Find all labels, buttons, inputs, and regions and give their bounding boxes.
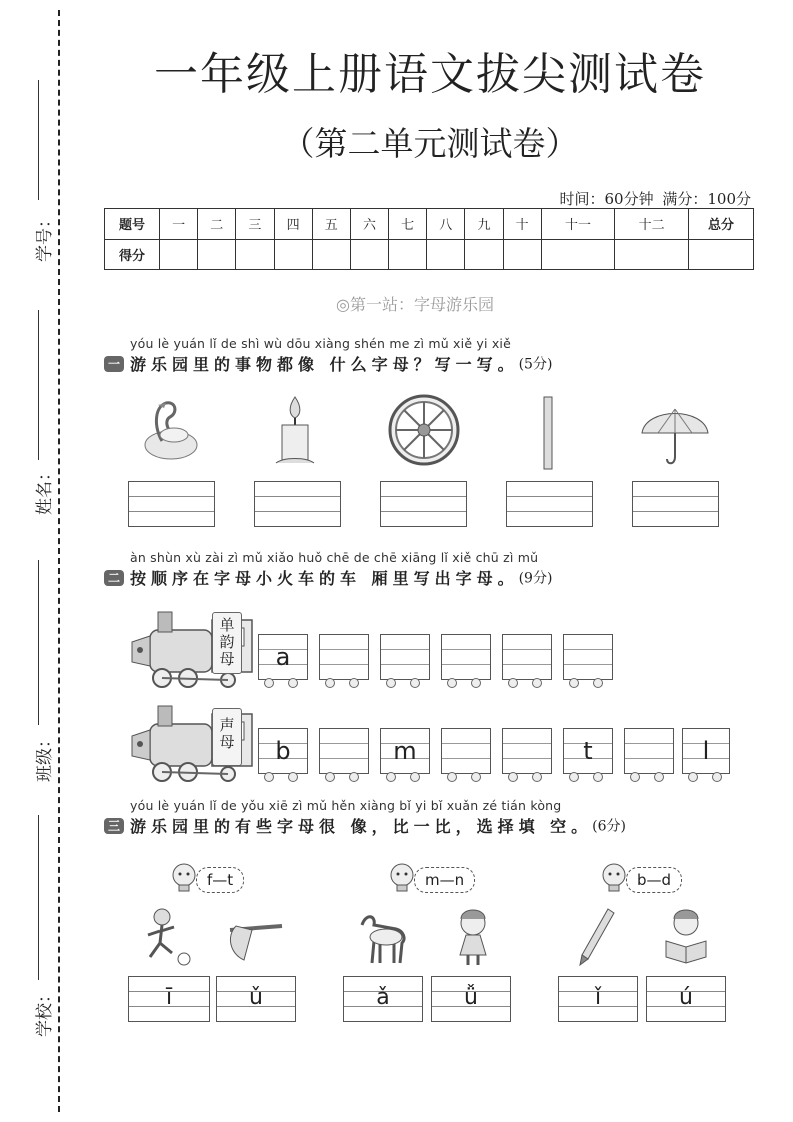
car-letter: t [583, 737, 593, 765]
candle-icon [270, 393, 320, 468]
col-11: 十一 [541, 209, 615, 240]
score-cell[interactable] [541, 239, 615, 270]
name-field[interactable] [10, 310, 55, 520]
sign-char: 单 [219, 616, 235, 634]
full-score: 满分：100分 [662, 190, 751, 208]
score-cell[interactable] [465, 239, 503, 270]
score-cell[interactable] [160, 239, 198, 270]
tone-mark: ī [165, 985, 173, 1010]
school-field[interactable] [10, 815, 55, 1045]
col-3: 三 [236, 209, 274, 240]
tone-mark: ǔ [249, 985, 263, 1010]
col-9: 九 [465, 209, 503, 240]
q2-pinyin: àn shùn xù zài zì mǔ xiǎo huǒ chē de chē xiāng lǐ xiě chū zì mǔ [130, 550, 539, 565]
school-label: 学校： [35, 986, 55, 1037]
car-letter: m [393, 737, 417, 765]
score-cell[interactable] [312, 239, 350, 270]
reading-girl-icon [656, 905, 718, 965]
answer-box[interactable] [558, 976, 638, 1022]
exam-info [555, 188, 751, 209]
answer-box[interactable] [632, 481, 719, 527]
hint-text: b—d [626, 867, 682, 893]
sign-initials [212, 708, 242, 766]
time-limit: 时间：60分钟 [559, 190, 654, 208]
col-2: 二 [198, 209, 236, 240]
q1-pinyin: yóu lè yuán lǐ de shì wù dōu xiàng shén me zì mǔ xiě yi xiě [130, 336, 511, 351]
hint-text: m—n [414, 867, 475, 893]
class-field[interactable] [10, 560, 55, 790]
q2-prompt [104, 566, 552, 589]
sign-char: 韵 [219, 633, 235, 651]
answer-box[interactable] [128, 976, 210, 1022]
q1-number: 一 [104, 356, 124, 372]
running-boy-icon [138, 905, 196, 967]
answer-box[interactable] [254, 481, 341, 527]
cut-line [58, 10, 60, 1112]
score-table-header-row [105, 209, 754, 240]
score-cell[interactable] [427, 239, 465, 270]
tone-mark: ǎ [376, 985, 390, 1010]
car-letter: b [275, 737, 291, 765]
answer-box[interactable] [128, 481, 215, 527]
answer-box[interactable] [216, 976, 296, 1022]
q3-text: 游乐园里的有些字母很 像，比一比，选择填 空。 [130, 817, 593, 836]
score-cell[interactable] [503, 239, 541, 270]
umbrella-icon [638, 393, 713, 468]
horse-icon [350, 905, 412, 967]
sign-vowels [212, 612, 242, 674]
axe-icon [222, 918, 284, 962]
swan-icon [140, 393, 202, 468]
tone-mark: ú [679, 985, 693, 1010]
page-title: 一年级上册语文拔尖测试卷 [154, 49, 706, 100]
row-label-score: 得分 [105, 239, 160, 270]
name-label: 姓名： [35, 464, 55, 515]
q3-number: 三 [104, 818, 124, 834]
page-subtitle: （第二单元测试卷） [281, 124, 579, 163]
q3-pinyin: yóu lè yuán lǐ de yǒu xiē zì mǔ hěn xiàng bǐ yi bǐ xuǎn zé tián kòng [130, 798, 562, 813]
col-10: 十 [503, 209, 541, 240]
score-cell[interactable] [615, 239, 689, 270]
answer-box[interactable] [431, 976, 511, 1022]
class-label: 班级： [35, 731, 55, 782]
section-heading: ◎第一站：字母游乐园 [336, 295, 494, 314]
tone-mark: ǚ [464, 985, 478, 1010]
row-label-question: 题号 [105, 209, 160, 240]
hint-text: f—t [196, 867, 244, 893]
score-cell[interactable] [389, 239, 427, 270]
score-cell[interactable] [198, 239, 236, 270]
col-12: 十二 [615, 209, 689, 240]
answer-box[interactable] [506, 481, 593, 527]
answer-box[interactable] [343, 976, 423, 1022]
col-5: 五 [312, 209, 350, 240]
q2-text: 按顺序在字母小火车的车 厢里写出字母。 [130, 569, 519, 588]
pencil-icon [574, 905, 618, 967]
q3-prompt [104, 814, 626, 837]
score-cell[interactable] [236, 239, 274, 270]
col-8: 八 [427, 209, 465, 240]
binding-margin [0, 0, 70, 1122]
col-6: 六 [350, 209, 388, 240]
student-id-label: 学号： [35, 211, 55, 262]
q1-score: (5分) [518, 356, 553, 373]
q1-prompt [104, 352, 552, 375]
sign-char: 母 [219, 650, 235, 668]
col-total: 总分 [689, 209, 754, 240]
answer-box[interactable] [646, 976, 726, 1022]
score-table-score-row [105, 239, 754, 270]
sign-char: 母 [219, 733, 235, 751]
car-letter: l [702, 737, 710, 765]
stick-icon [538, 393, 558, 471]
score-cell-total[interactable] [689, 239, 754, 270]
q1-text: 游乐园里的事物都像 什么字母？写一写。 [130, 355, 519, 374]
wheel-icon [387, 393, 462, 468]
score-cell[interactable] [274, 239, 312, 270]
col-1: 一 [160, 209, 198, 240]
col-4: 四 [274, 209, 312, 240]
sign-char: 声 [219, 716, 235, 734]
score-cell[interactable] [350, 239, 388, 270]
score-table [104, 208, 754, 270]
answer-box[interactable] [380, 481, 467, 527]
girl-icon [448, 905, 498, 967]
col-7: 七 [389, 209, 427, 240]
car-letter: a [275, 643, 291, 671]
q2-number: 二 [104, 570, 124, 586]
student-id-field[interactable] [10, 80, 55, 280]
q3-score: (6分) [592, 818, 626, 835]
q2-score: (9分) [518, 570, 553, 587]
tone-mark: ǐ [594, 985, 602, 1010]
